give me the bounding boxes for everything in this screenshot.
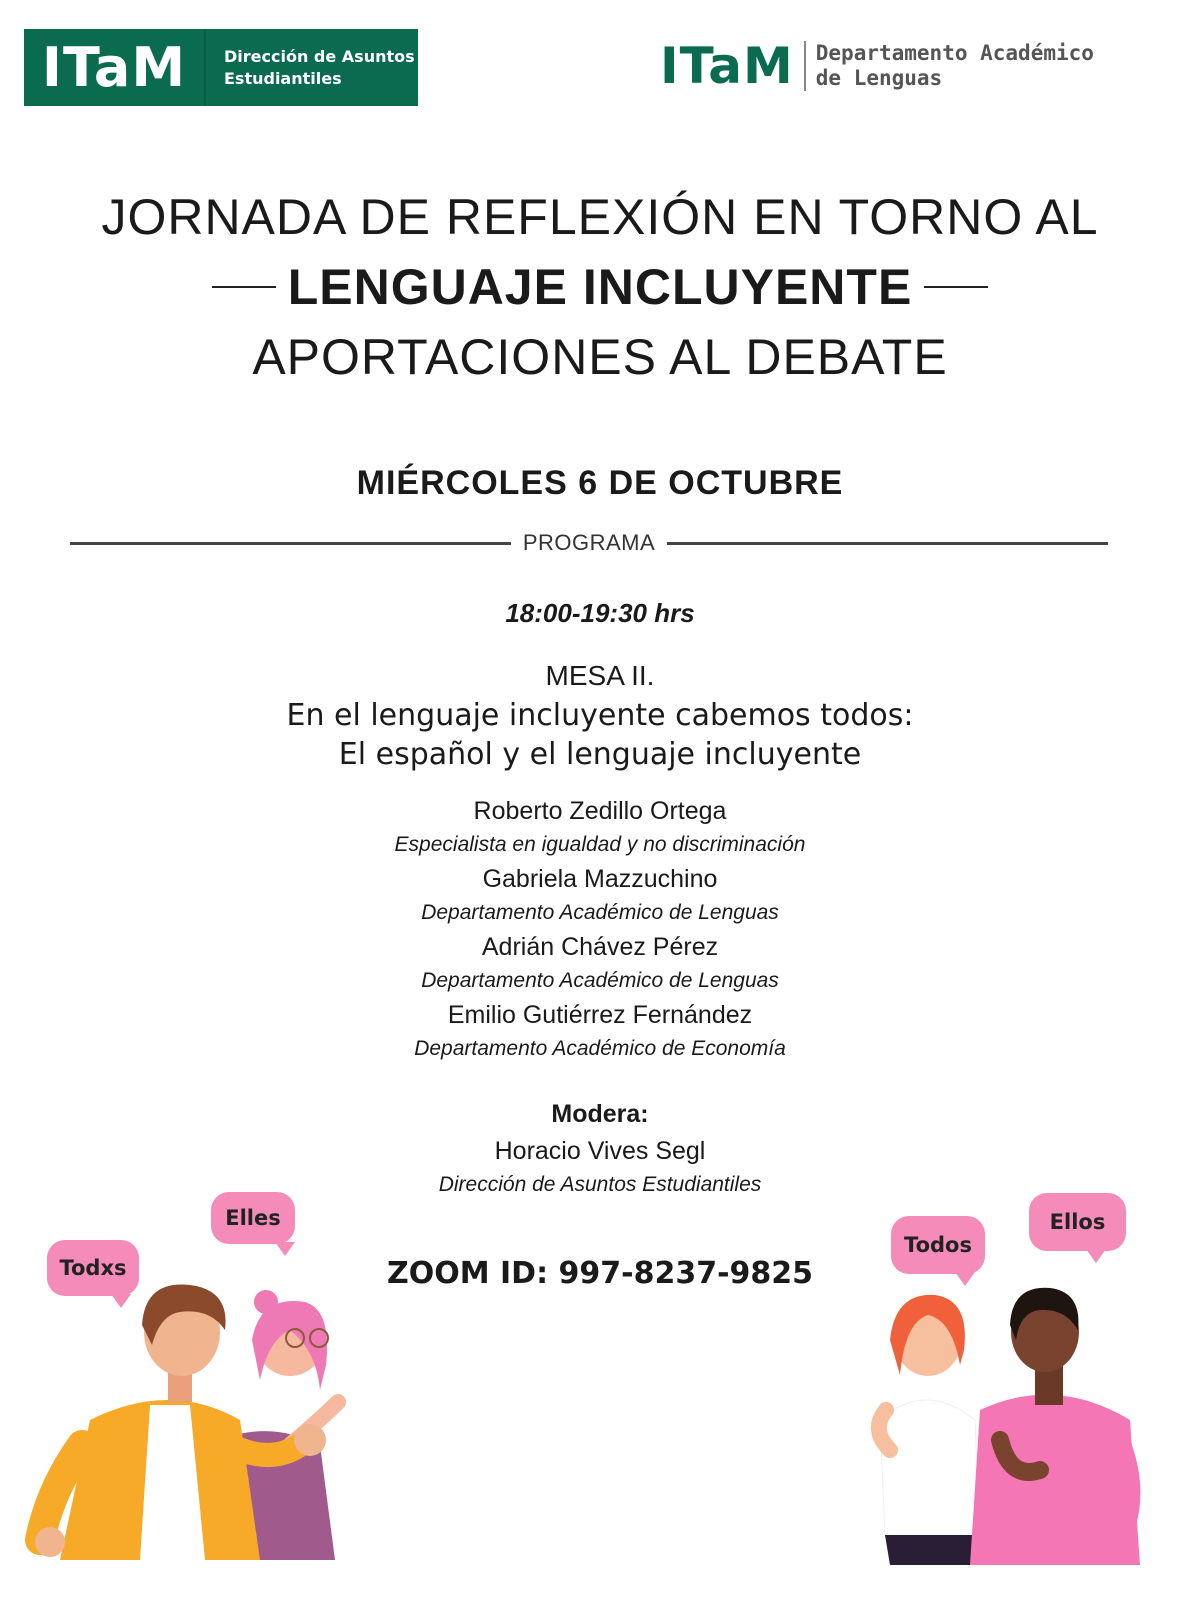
- panelist-affiliation: Departamento Académico de Economía: [414, 1037, 786, 1060]
- speech-bubble-ellos: Ellos: [1029, 1193, 1126, 1251]
- logo-text: [816, 41, 1094, 91]
- panelist-affiliation: Especialista en igualdad y no discriminación: [394, 833, 806, 856]
- mesa-subtitle-1: En el lenguaje incluyente cabemos todos:: [286, 698, 914, 733]
- man-arm: [1110, 1440, 1126, 1550]
- title-line3: APORTACIONES AL DEBATE: [252, 329, 948, 385]
- speech-bubble-todxs: Todxs: [47, 1240, 139, 1296]
- woman-skirt: [885, 1535, 980, 1565]
- panelist-affiliation: Departamento Académico de Lenguas: [421, 901, 779, 924]
- logo-text-line2: de Lenguas: [815, 66, 943, 90]
- mesa-label: MESA II.: [545, 660, 655, 691]
- panelist-name: Roberto Zedillo Ortega: [473, 797, 727, 825]
- section-divider: [70, 530, 1108, 556]
- divider-line-right: [667, 542, 1108, 545]
- divider-line-left: [70, 542, 511, 545]
- logo-text-line1: Dirección de Asuntos: [224, 46, 415, 66]
- event-date: MIÉRCOLES 6 DE OCTUBRE: [356, 464, 844, 502]
- title-line1: JORNADA DE REFLEXIÓN EN TORNO AL: [101, 189, 1099, 245]
- woman-hair-bun: [254, 1290, 278, 1314]
- panelist-name: Emilio Gutiérrez Fernández: [447, 1001, 753, 1029]
- speech-bubble-todos: Todos: [891, 1216, 985, 1274]
- title-dash-left: [212, 286, 276, 288]
- people-illustration-right: [860, 1280, 1160, 1570]
- speech-bubble-elles: Elles: [211, 1192, 295, 1244]
- logo-text-line2: Estudiantiles: [224, 68, 342, 88]
- panelist-name: Adrián Chávez Pérez: [481, 933, 719, 961]
- moderator-label: Modera:: [551, 1100, 649, 1128]
- itam-logo-dal: [660, 38, 1094, 94]
- itam-logo-mark: ITaM: [660, 37, 794, 95]
- title-dash-right: [924, 286, 988, 288]
- zoom-id: ZOOM ID: 997-8237-9825: [386, 1256, 814, 1291]
- title-line2: LENGUAJE INCLUYENTE: [287, 259, 913, 315]
- panelist-name: Gabriela Mazzuchino: [482, 865, 718, 893]
- logo-text-line1: Departamento Académico: [815, 41, 1094, 65]
- panelist-affiliation: Departamento Académico de Lenguas: [421, 969, 779, 992]
- moderator-name: Horacio Vives Segl: [494, 1137, 706, 1165]
- woman-shirt: [880, 1400, 980, 1535]
- mesa-subtitle-2: El español y el lenguaje incluyente: [338, 737, 862, 772]
- people-illustration-left: [20, 1270, 360, 1570]
- title-line2-row: [0, 258, 1200, 316]
- section-label: PROGRAMA: [522, 530, 656, 555]
- moderator-affiliation: Dirección de Asuntos Estudiantiles: [438, 1173, 762, 1196]
- event-time: 18:00-19:30 hrs: [505, 598, 695, 628]
- man-hand: [35, 1527, 65, 1557]
- logo-divider: [804, 41, 806, 91]
- man-arm-right: [230, 1445, 300, 1455]
- itam-logo-dae: [24, 29, 418, 106]
- logo-text: [206, 46, 415, 90]
- man-hand-right: [294, 1424, 326, 1456]
- itam-logo-mark: ITaM: [41, 36, 187, 99]
